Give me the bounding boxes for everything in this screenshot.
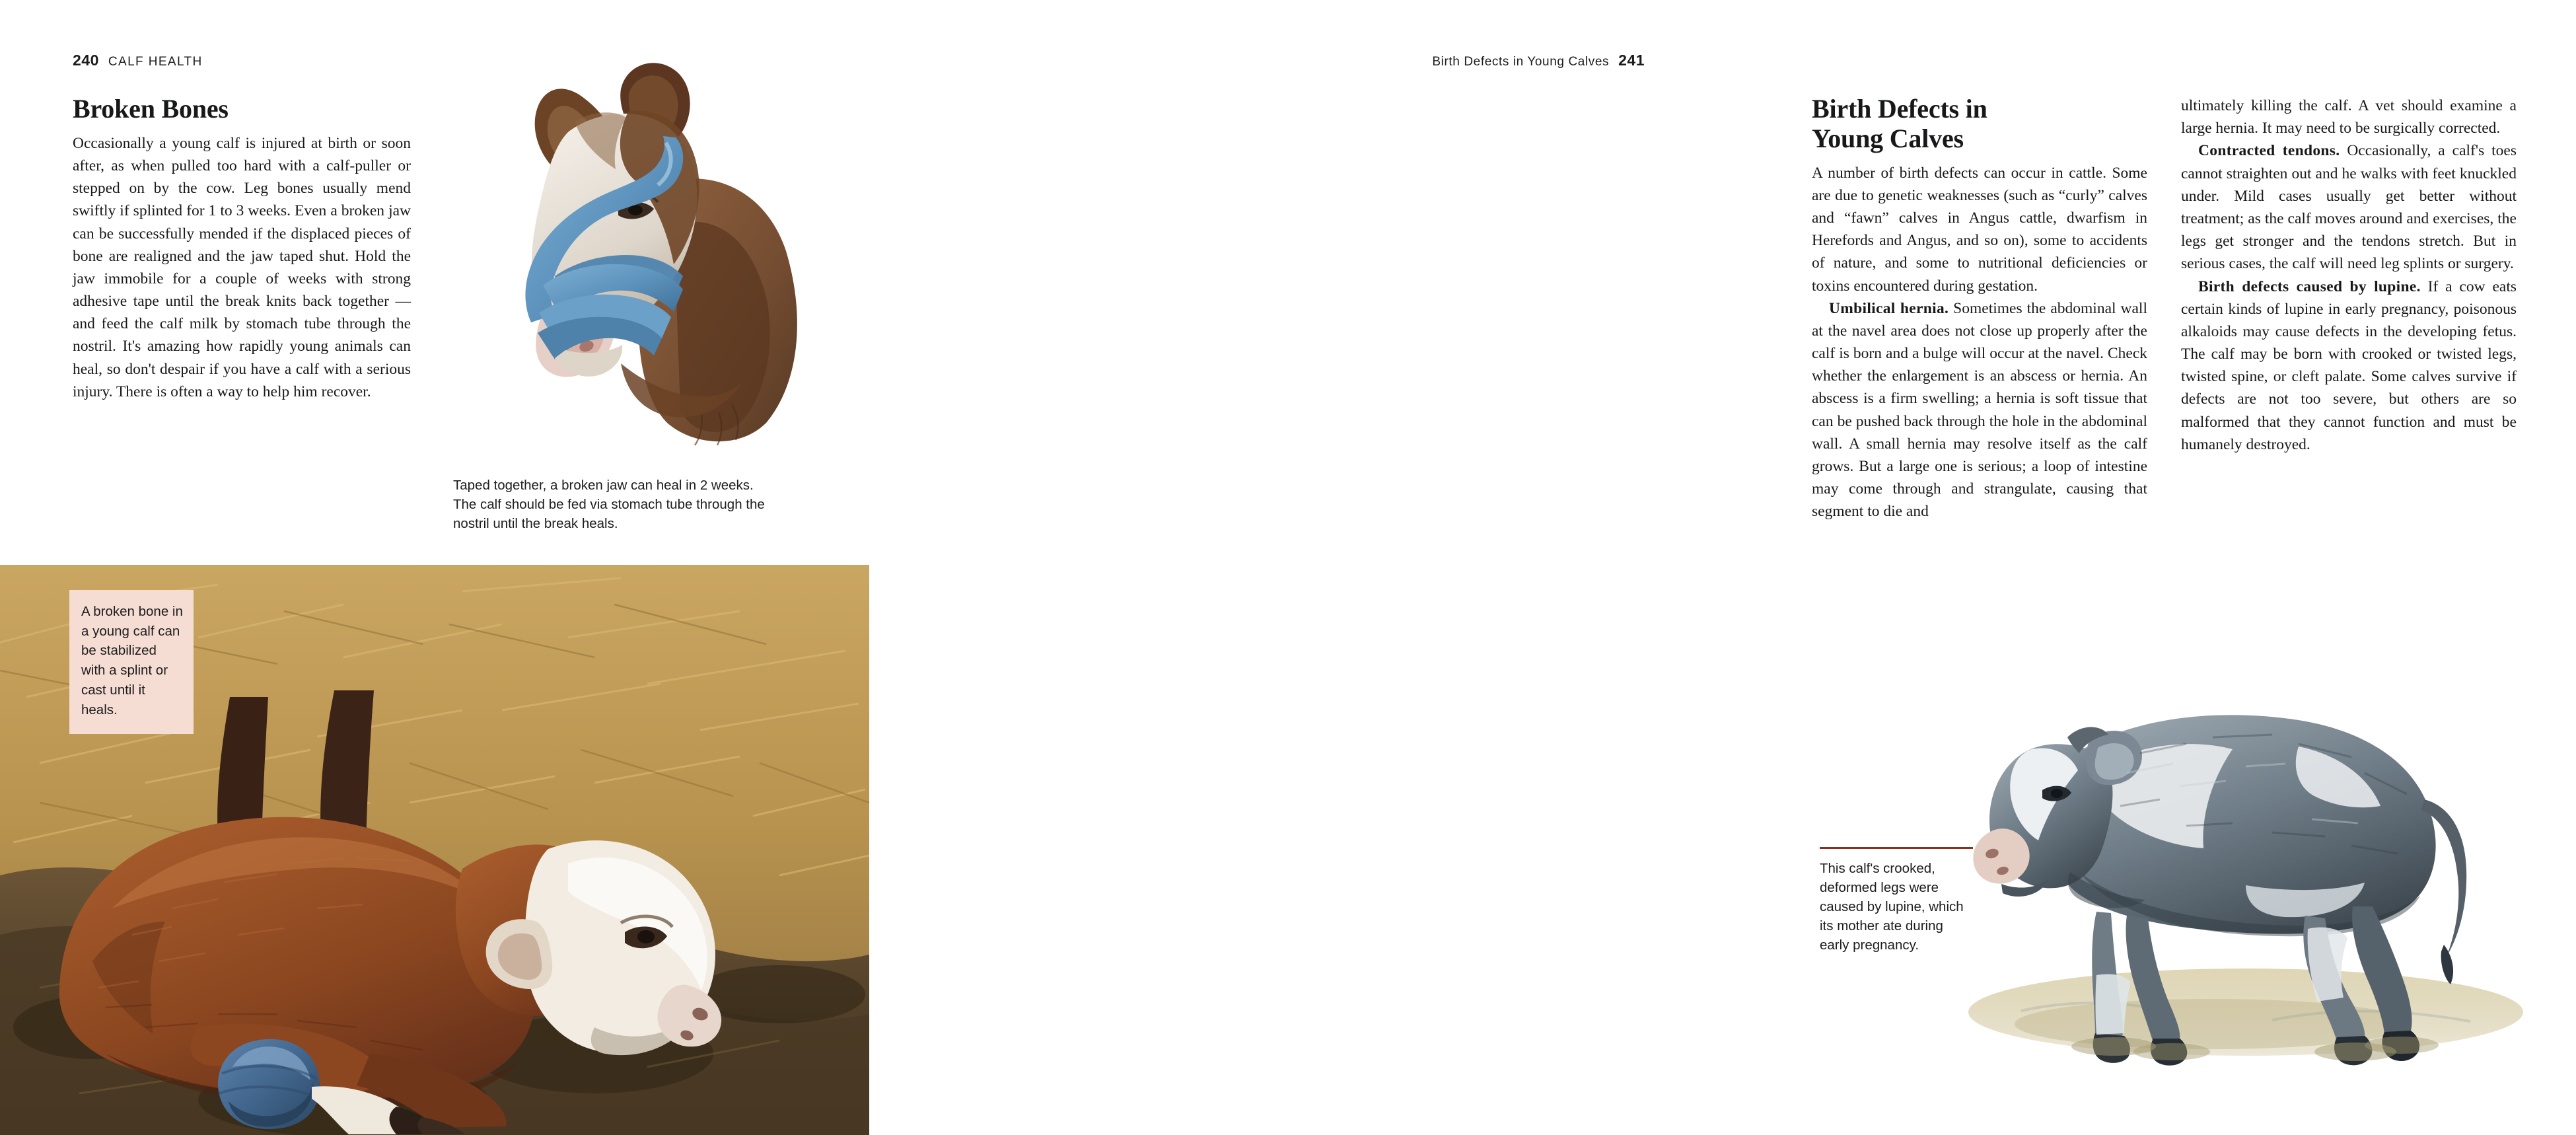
- section-heading-broken-bones: Broken Bones: [73, 94, 229, 124]
- section-heading-birth-defects: [1812, 94, 2147, 154]
- lupine-calf-illustration: [1902, 608, 2576, 1083]
- lupine-defects-runin: Birth defects caused by lupine.: [2198, 277, 2421, 295]
- right-page: [859, 0, 2517, 1135]
- lupine-illustration-caption: This calf's crooked, deformed legs were caused by lupine, which its mother ate during early pregnancy.: [1820, 861, 1964, 953]
- left-text-column: [73, 94, 411, 403]
- page-number-right: 241: [1618, 52, 1645, 69]
- jaw-illustration-caption: Taped together, a broken jaw can heal in 2 weeks. The calf should be fed via stomach tube through the nostril until the break heals.: [453, 478, 765, 532]
- birth-defects-intro: A number of birth defects can occur in cattle. Some are due to genetic weaknesses (such as “curly” calves and “fawn” calves in Angus cattle, dwarfism in Herefords and Angus, and so on), some to accidents of nature, and some to nutritional deficiencies or toxins encountered during gestation.: [1812, 164, 2147, 295]
- taped-jaw-illustration: [456, 53, 826, 462]
- left-page: [0, 0, 859, 1135]
- lupine-defects-text: If a cow eats certain kinds of lupine in early pregnancy, poisonous alkaloids may cause defects in the developing fetus. The calf may be born with crooked or twisted legs, twisted spine, or cleft palate. Some calves survive if defects are not too severe, but others are so malformed that they cannot function and must be humanely destroyed.: [2181, 277, 2517, 453]
- section-title-right: Birth Defects in Young Calves: [1432, 55, 1610, 69]
- chapter-title-left: CALF HEALTH: [108, 55, 203, 69]
- right-column-2: [2181, 94, 2517, 456]
- lupine-caption-rule: [1820, 847, 1973, 849]
- contracted-tendons-runin: Contracted tendons.: [2198, 142, 2340, 160]
- photo-caption-box: A broken bone in a young calf can be stabilized with a splint or cast until it heals.: [69, 590, 194, 734]
- umbilical-hernia-runin: Umbilical hernia.: [1829, 299, 1949, 317]
- hernia-continuation: ultimately killing the calf. A vet should examine a large hernia. It may need to be surgically corrected.: [2181, 97, 2517, 137]
- heading-line-2: Young Calves: [1812, 123, 1964, 153]
- umbilical-hernia-text: Sometimes the abdominal wall at the navel area does not close up properly after the calf is born and a bulge will occur at the navel. Check whether the enlargement is an abscess or hernia. An abscess is a firm swelling; a hernia is soft tissue that can be pushed back through the hole in the abdominal wall. A small hernia may resolve itself as the calf grows. But a large one is serious; a loop of intestine may come through and strangulate, causing that segment to die and: [1812, 299, 2147, 521]
- running-head-right: [1432, 52, 1645, 69]
- right-column-1: [1812, 94, 2147, 523]
- umbilical-hernia-para: [1812, 297, 2147, 523]
- broken-bones-body: Occasionally a young calf is injured at birth or soon after, as when pulled too hard with a calf-puller or stepped on by the cow. Leg bones usually mend swiftly if splinted for 1 to 3 weeks. Even a broken jaw can be successfully mended if the displaced pieces of bone are realigned and the jaw taped shut. Hold the jaw immobile for a couple of weeks with strong adhesive tape until the break knits back together — and feed the calf milk by stomach tube through the nostril. It's amazing how rapidly young animals can heal, so don't despair if you have a calf with a serious injury. There is often a way to help him recover.: [73, 134, 411, 400]
- lupine-defects-para: [2181, 275, 2517, 457]
- page-number-left: 240: [73, 52, 99, 69]
- running-head-left: [73, 52, 203, 69]
- heading-line-1: Birth Defects in: [1812, 94, 1987, 124]
- contracted-tendons-para: [2181, 139, 2517, 275]
- contracted-tendons-text: Occasionally, a calf's toes cannot straighten out and he walks with feet knuckled under. Mild cases usually get better without treatment; as the calf moves around and exercises, the legs get stronger and the tendons stretch. But in serious cases, the calf will need leg splints or surgery.: [2181, 142, 2517, 273]
